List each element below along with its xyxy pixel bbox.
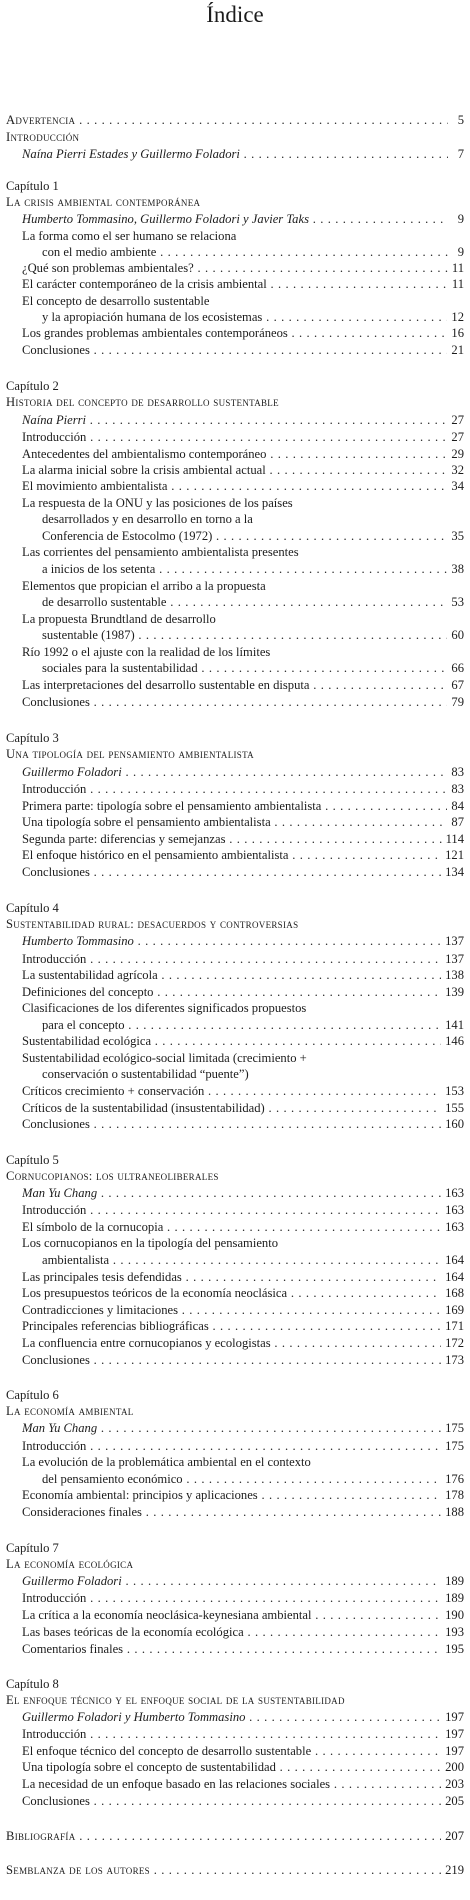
toc-entry-text: Introducción bbox=[22, 1439, 87, 1453]
toc-entry-text: Capítulo 5 bbox=[6, 1153, 59, 1167]
page-number: 53 bbox=[447, 594, 464, 610]
toc-entry-text: Río 1992 o el ajuste con la realidad de los límites bbox=[22, 645, 271, 659]
page-number: 197 bbox=[441, 1709, 464, 1725]
toc-entry-text: El enfoque histórico en el pensamiento ambientalista bbox=[22, 848, 289, 862]
page-number: 139 bbox=[441, 984, 464, 1000]
toc-entry-text: Introducción bbox=[22, 782, 87, 796]
page-number: 146 bbox=[441, 1033, 464, 1049]
toc-entry bbox=[0, 1066, 470, 1082]
chapter-number bbox=[0, 1676, 470, 1692]
section-heading bbox=[0, 1692, 470, 1708]
toc-entry-text: Conclusiones bbox=[22, 1794, 90, 1808]
toc-entry-text: Conferencia de Estocolmo (1972) bbox=[42, 529, 213, 543]
toc-entry-text: Humberto Tommasino, Guillermo Foladori y Javier Taks bbox=[22, 212, 309, 226]
toc-entry bbox=[0, 446, 470, 462]
toc-entry-text: Guillermo Foladori bbox=[22, 1574, 122, 1588]
toc-entry-text: Una tipología sobre el concepto de sustentabilidad bbox=[22, 1760, 276, 1774]
page-number: 60 bbox=[447, 627, 464, 643]
page-number: 205 bbox=[441, 1793, 464, 1809]
toc-entry-text: El símbolo de la cornucopia bbox=[22, 1220, 164, 1234]
toc-entry bbox=[0, 1590, 470, 1606]
toc-entry bbox=[0, 1100, 470, 1116]
page-number: 87 bbox=[447, 814, 464, 830]
page-number: 195 bbox=[441, 1641, 464, 1657]
toc-entry-text: Capítulo 3 bbox=[6, 731, 59, 745]
author-line bbox=[0, 1420, 470, 1436]
toc-entry bbox=[0, 1759, 470, 1775]
toc-entry bbox=[0, 814, 470, 830]
page-number: 163 bbox=[441, 1185, 464, 1201]
page-number: 134 bbox=[441, 864, 464, 880]
page-number: 83 bbox=[447, 781, 464, 797]
author-line bbox=[0, 1185, 470, 1201]
toc-entry bbox=[0, 694, 470, 710]
toc-entry-text: Las interpretaciones del desarrollo sustentable en disputa bbox=[22, 678, 310, 692]
toc-entry bbox=[0, 627, 470, 643]
page-number: 141 bbox=[441, 1017, 464, 1033]
page-number: 27 bbox=[447, 412, 464, 428]
page-number: 176 bbox=[441, 1471, 464, 1487]
toc-entry-text: para el concepto bbox=[42, 1018, 125, 1032]
toc-entry-text: Capítulo 4 bbox=[6, 901, 59, 915]
toc-entry-text: de desarrollo sustentable bbox=[42, 595, 167, 609]
toc-entry bbox=[0, 1335, 470, 1351]
toc-entry bbox=[0, 1050, 470, 1066]
page-number: 137 bbox=[441, 951, 464, 967]
toc-entry bbox=[0, 1083, 470, 1099]
toc-entry-text: Capítulo 7 bbox=[6, 1541, 59, 1555]
section-heading bbox=[0, 916, 470, 932]
toc-entry bbox=[0, 1269, 470, 1285]
toc-entry-text: Sustentabilidad rural: desacuerdos y controversias bbox=[6, 917, 299, 931]
toc-entry-text: Elementos que propician el arribo a la propuesta bbox=[22, 579, 266, 593]
toc-entry-text: Consideraciones finales bbox=[22, 1505, 142, 1519]
chapter-number bbox=[0, 378, 470, 394]
toc-entry bbox=[0, 611, 470, 627]
toc-entry-text: Introducción bbox=[22, 1591, 87, 1605]
page-number: 188 bbox=[441, 1504, 464, 1520]
toc-entry-text: La forma como el ser humano se relaciona bbox=[22, 229, 237, 243]
toc-entry-text: sociales para la sustentabilidad bbox=[42, 661, 198, 675]
toc-entry-text: Segunda parte: diferencias y semejanzas bbox=[22, 832, 226, 846]
toc-entry-text: Advertencia bbox=[6, 113, 76, 127]
toc-entry bbox=[0, 1219, 470, 1235]
page-number: 163 bbox=[441, 1202, 464, 1218]
toc-entry-text: Conclusiones bbox=[22, 865, 90, 879]
toc-entry bbox=[0, 1202, 470, 1218]
toc-entry-text: La crisis ambiental contemporánea bbox=[6, 195, 201, 209]
toc-entry-text: Sustentabilidad ecológica bbox=[22, 1034, 152, 1048]
toc-entry-text: Introducción bbox=[22, 1727, 87, 1741]
author-line bbox=[0, 1709, 470, 1725]
toc-entry bbox=[0, 1471, 470, 1487]
toc-entry-text: Economía ambiental: principios y aplicaciones bbox=[22, 1488, 258, 1502]
toc-entry-text: Los presupuestos teóricos de la economía neoclásica bbox=[22, 1286, 288, 1300]
page-number: 34 bbox=[447, 478, 464, 494]
toc-entry bbox=[0, 644, 470, 660]
toc-entry bbox=[0, 1641, 470, 1657]
page-number: 9 bbox=[454, 211, 464, 227]
toc-entry bbox=[0, 798, 470, 814]
toc-entry-text: Introducción bbox=[22, 430, 87, 444]
section-heading bbox=[0, 746, 470, 762]
toc-entry-text: Bibliografía bbox=[6, 1829, 76, 1843]
page-number: 219 bbox=[441, 1862, 464, 1878]
page-number: 160 bbox=[441, 1116, 464, 1132]
section-heading bbox=[0, 112, 470, 128]
toc-entry-text: Comentarios finales bbox=[22, 1642, 124, 1656]
toc-entry-text: La economía ecológica bbox=[6, 1557, 134, 1571]
toc-entry-text: Las bases teóricas de la economía ecológica bbox=[22, 1625, 244, 1639]
page-number: 197 bbox=[441, 1743, 464, 1759]
toc-entry bbox=[0, 1793, 470, 1809]
toc-entry-text: Guillermo Foladori y Humberto Tommasino bbox=[22, 1710, 246, 1724]
chapter-number bbox=[0, 1540, 470, 1556]
toc-entry bbox=[0, 831, 470, 847]
chapter-number bbox=[0, 178, 470, 194]
toc-entry-text: Conclusiones bbox=[22, 1353, 90, 1367]
toc-entry-text: Humberto Tommasino bbox=[22, 934, 134, 948]
page-number: 7 bbox=[454, 146, 464, 162]
toc-entry bbox=[0, 1726, 470, 1742]
page-number: 67 bbox=[447, 677, 464, 693]
page-number: 66 bbox=[447, 660, 464, 676]
page-number: 168 bbox=[441, 1285, 464, 1301]
toc-entry bbox=[0, 429, 470, 445]
toc-entry-text: Capítulo 2 bbox=[6, 379, 59, 393]
toc-entry bbox=[0, 478, 470, 494]
toc-entry-text: Capítulo 6 bbox=[6, 1388, 59, 1402]
toc-entry bbox=[0, 1235, 470, 1251]
toc-entry-text: Historia del concepto de desarrollo sustentable bbox=[6, 395, 279, 409]
toc-entry-text: Antecedentes del ambientalismo contemporáneo bbox=[22, 447, 267, 461]
toc-entry-text: El enfoque técnico y el enfoque social de la sustentabilidad bbox=[6, 1693, 345, 1707]
page-number: 114 bbox=[442, 831, 464, 847]
page-number: 11 bbox=[448, 276, 464, 292]
toc-entry bbox=[0, 847, 470, 863]
toc-entry-text: Los grandes problemas ambientales contemporáneos bbox=[22, 326, 288, 340]
page-number: 175 bbox=[441, 1438, 464, 1454]
toc-entry bbox=[0, 1302, 470, 1318]
page-number: 203 bbox=[441, 1776, 464, 1792]
toc-entry bbox=[0, 309, 470, 325]
toc-entry bbox=[0, 677, 470, 693]
toc-entry bbox=[0, 528, 470, 544]
page-number: 172 bbox=[441, 1335, 464, 1351]
toc-entry-text: El carácter contemporáneo de la crisis ambiental bbox=[22, 277, 267, 291]
toc-entry-text: Semblanza de los autores bbox=[6, 1863, 150, 1877]
toc-entry-text: La evolución de la problemática ambiental en el contexto bbox=[22, 1455, 311, 1469]
toc-entry-text: Principales referencias bibliográficas bbox=[22, 1319, 209, 1333]
toc-entry bbox=[0, 1352, 470, 1368]
toc-entry bbox=[0, 293, 470, 309]
toc-entry-text: Conclusiones bbox=[22, 343, 90, 357]
toc-entry-text: Una tipología del pensamiento ambientalista bbox=[6, 747, 254, 761]
author-line bbox=[0, 933, 470, 949]
section-heading bbox=[0, 1828, 470, 1844]
toc-entry-text: ambientalista bbox=[42, 1253, 110, 1267]
toc-entry-text: Las principales tesis defendidas bbox=[22, 1270, 182, 1284]
page-number: 207 bbox=[441, 1828, 464, 1844]
toc-entry bbox=[0, 1504, 470, 1520]
toc-entry-text: con el medio ambiente bbox=[42, 245, 157, 259]
toc-entry bbox=[0, 276, 470, 292]
toc-entry-text: Sustentabilidad ecológico-social limitada (crecimiento + bbox=[22, 1051, 307, 1065]
toc-entry bbox=[0, 1454, 470, 1470]
toc-entry bbox=[0, 228, 470, 244]
author-line bbox=[0, 146, 470, 162]
toc-entry bbox=[0, 325, 470, 341]
toc-entry-text: Cornucopianos: los ultraneoliberales bbox=[6, 1169, 219, 1183]
chapter-number bbox=[0, 900, 470, 916]
toc-entry-text: La alarma inicial sobre la crisis ambiental actual bbox=[22, 463, 266, 477]
toc-entry-text: Las corrientes del pensamiento ambientalista presentes bbox=[22, 545, 299, 559]
toc-entry bbox=[0, 594, 470, 610]
chapter-number bbox=[0, 1387, 470, 1403]
page-number: 29 bbox=[447, 446, 464, 462]
toc-entry bbox=[0, 342, 470, 358]
page-number: 169 bbox=[441, 1302, 464, 1318]
toc-entry-text: Introducción bbox=[22, 952, 87, 966]
toc-entry-text: La crítica a la economía neoclásica-keynesiana ambiental bbox=[22, 1608, 312, 1622]
page-number: 12 bbox=[447, 309, 464, 325]
page-number: 153 bbox=[441, 1083, 464, 1099]
toc-entry-text: Primera parte: tipología sobre el pensamiento ambientalista bbox=[22, 799, 322, 813]
page-number: 21 bbox=[447, 342, 464, 358]
page-number: 189 bbox=[441, 1573, 464, 1589]
toc-entry-text: Capítulo 8 bbox=[6, 1677, 59, 1691]
toc-entry bbox=[0, 561, 470, 577]
toc-entry-text: Guillermo Foladori bbox=[22, 765, 122, 779]
page-number: 163 bbox=[441, 1219, 464, 1235]
toc-entry bbox=[0, 1252, 470, 1268]
toc-entry-text: Man Yu Chang bbox=[22, 1186, 98, 1200]
toc-entry-text: La confluencia entre cornucopianos y ecologistas bbox=[22, 1336, 271, 1350]
author-line bbox=[0, 211, 470, 227]
toc-entry-text: a inicios de los setenta bbox=[42, 562, 156, 576]
toc-entry-text: Conclusiones bbox=[22, 1117, 90, 1131]
page-number: 83 bbox=[447, 764, 464, 780]
page-number: 164 bbox=[441, 1252, 464, 1268]
toc-entry bbox=[0, 1438, 470, 1454]
toc-entry bbox=[0, 1624, 470, 1640]
page-number: 121 bbox=[441, 847, 464, 863]
toc-entry-text: La necesidad de un enfoque basado en las relaciones sociales bbox=[22, 1777, 331, 1791]
toc-entry-text: conservación o sustentabilidad “puente”) bbox=[42, 1067, 249, 1081]
toc-entry-text: Capítulo 1 bbox=[6, 179, 59, 193]
page-number: 9 bbox=[454, 244, 464, 260]
toc-entry bbox=[0, 984, 470, 1000]
page-number: 200 bbox=[441, 1759, 464, 1775]
toc-entry-text: Introducción bbox=[6, 130, 80, 144]
toc-entry-text: Naína Pierri Estades y Guillermo Foladori bbox=[22, 147, 240, 161]
toc-entry-text: Introducción bbox=[22, 1203, 87, 1217]
page-title: Índice bbox=[206, 2, 264, 27]
section-heading bbox=[0, 1862, 470, 1878]
toc-entry-text: Naína Pierri bbox=[22, 413, 87, 427]
page-number: 11 bbox=[448, 260, 464, 276]
page-number: 189 bbox=[441, 1590, 464, 1606]
toc-entry bbox=[0, 1000, 470, 1016]
toc-entry bbox=[0, 1743, 470, 1759]
page-number: 84 bbox=[447, 798, 464, 814]
section-heading bbox=[0, 129, 470, 145]
page-number: 16 bbox=[447, 325, 464, 341]
toc-entry bbox=[0, 864, 470, 880]
page-number: 173 bbox=[441, 1352, 464, 1368]
toc-entry bbox=[0, 1017, 470, 1033]
toc-entry-text: Los cornucopianos en la tipología del pensamiento bbox=[22, 1236, 279, 1250]
toc-entry bbox=[0, 462, 470, 478]
page-number: 38 bbox=[447, 561, 464, 577]
toc-entry-text: Definiciones del concepto bbox=[22, 985, 154, 999]
toc-entry bbox=[0, 660, 470, 676]
toc-entry bbox=[0, 495, 470, 511]
toc-entry bbox=[0, 781, 470, 797]
section-heading bbox=[0, 1168, 470, 1184]
page-number: 193 bbox=[441, 1624, 464, 1640]
toc-entry-text: La propuesta Brundtland de desarrollo bbox=[22, 612, 216, 626]
toc-entry-text: Conclusiones bbox=[22, 695, 90, 709]
author-line bbox=[0, 1573, 470, 1589]
toc-entry bbox=[0, 260, 470, 276]
page-number: 138 bbox=[441, 967, 464, 983]
page-number: 175 bbox=[441, 1420, 464, 1436]
toc-entry bbox=[0, 1116, 470, 1132]
toc-entry-text: La sustentabilidad agrícola bbox=[22, 968, 158, 982]
toc-entry bbox=[0, 1318, 470, 1334]
section-heading bbox=[0, 194, 470, 210]
toc-entry bbox=[0, 244, 470, 260]
toc-entry-text: El concepto de desarrollo sustentable bbox=[22, 294, 210, 308]
toc-entry bbox=[0, 1033, 470, 1049]
toc-entry-text: Contradicciones y limitaciones bbox=[22, 1303, 178, 1317]
toc-entry-text: Man Yu Chang bbox=[22, 1421, 98, 1435]
author-line bbox=[0, 764, 470, 780]
toc-entry-text: Críticos crecimiento + conservación bbox=[22, 1084, 205, 1098]
page-number: 171 bbox=[441, 1318, 464, 1334]
page-number: 164 bbox=[441, 1269, 464, 1285]
section-heading bbox=[0, 394, 470, 410]
page-number: 178 bbox=[441, 1487, 464, 1503]
page-number: 190 bbox=[441, 1607, 464, 1623]
section-heading bbox=[0, 1403, 470, 1419]
toc-entry-text: ¿Qué son problemas ambientales? bbox=[22, 261, 194, 275]
page-number: 137 bbox=[441, 933, 464, 949]
toc-entry-text: y la apropiación humana de los ecosistemas bbox=[42, 310, 263, 324]
toc-entry-text: del pensamiento económico bbox=[42, 1472, 183, 1486]
chapter-number bbox=[0, 1152, 470, 1168]
toc-entry bbox=[0, 1607, 470, 1623]
page-number: 79 bbox=[447, 694, 464, 710]
toc-entry bbox=[0, 1285, 470, 1301]
chapter-number bbox=[0, 730, 470, 746]
toc-entry-text: sustentable (1987) bbox=[42, 628, 135, 642]
toc-entry-text: Una tipología sobre el pensamiento ambientalista bbox=[22, 815, 271, 829]
section-heading bbox=[0, 1556, 470, 1572]
toc-entry bbox=[0, 544, 470, 560]
page-number: 5 bbox=[454, 112, 464, 128]
toc-entry-text: desarrollados y en desarrollo en torno a la bbox=[42, 512, 253, 526]
toc-entry bbox=[0, 951, 470, 967]
toc-entry-text: Clasificaciones de los diferentes significados propuestos bbox=[22, 1001, 307, 1015]
toc-entry-text: La economía ambiental bbox=[6, 1404, 134, 1418]
toc-entry-text: El movimiento ambientalista bbox=[22, 479, 168, 493]
author-line bbox=[0, 412, 470, 428]
toc-entry-text: El enfoque técnico del concepto de desarrollo sustentable bbox=[22, 1744, 312, 1758]
page-number: 32 bbox=[447, 462, 464, 478]
toc-entry bbox=[0, 967, 470, 983]
toc-entry bbox=[0, 1776, 470, 1792]
page-number: 27 bbox=[447, 429, 464, 445]
page-number: 35 bbox=[447, 528, 464, 544]
toc-entry bbox=[0, 1487, 470, 1503]
page-number: 197 bbox=[441, 1726, 464, 1742]
toc-entry-text: La respuesta de la ONU y las posiciones de los países bbox=[22, 496, 293, 510]
toc-entry-text: Críticos de la sustentabilidad (insustentabilidad) bbox=[22, 1101, 265, 1115]
toc-entry bbox=[0, 511, 470, 527]
page-number: 155 bbox=[441, 1100, 464, 1116]
toc-entry bbox=[0, 578, 470, 594]
